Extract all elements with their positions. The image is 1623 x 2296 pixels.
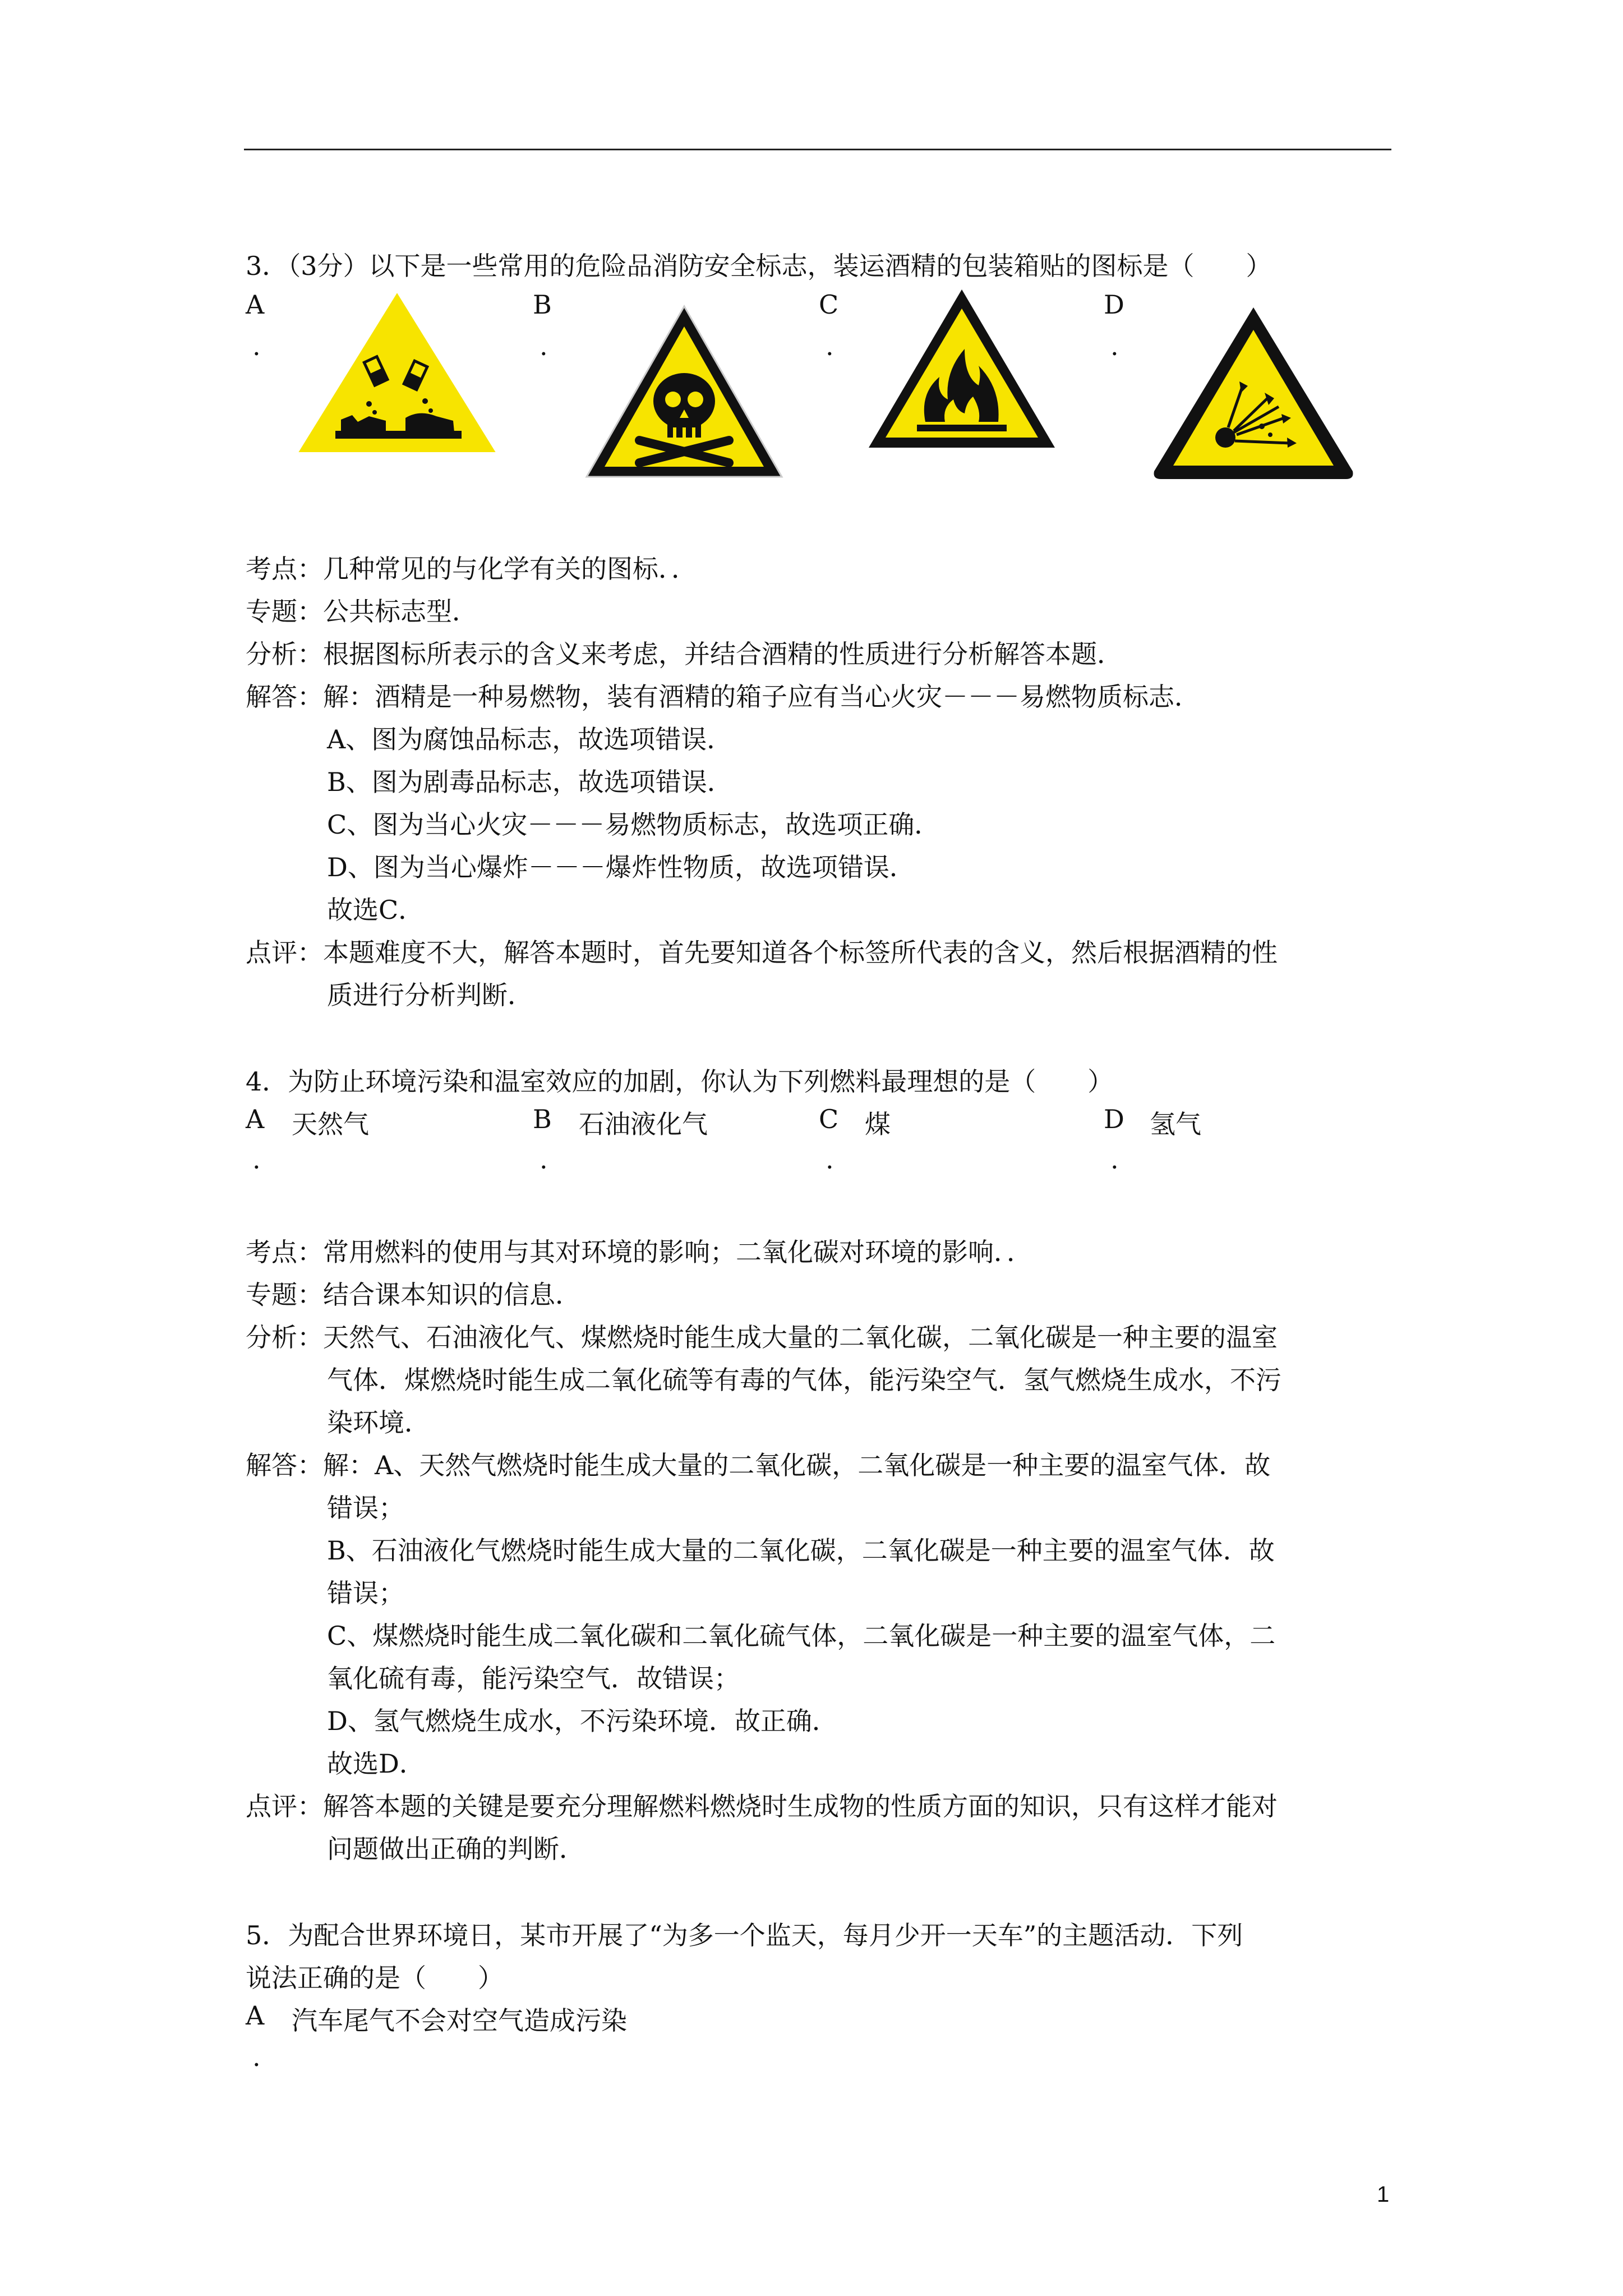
q4-kaodian: 考点：常用燃料的使用与其对环境的影响；二氧化碳对环境的影响．． bbox=[246, 1237, 1032, 1267]
q3-dianping-line-2: 质进行分析判断． bbox=[327, 980, 533, 1010]
q5-stem-line-2: 说法正确的是（ ） bbox=[246, 1963, 504, 1993]
q4-option-d-letter: D bbox=[1104, 1104, 1124, 1134]
q3-zhuanti: 专题：公共标志型． bbox=[246, 596, 478, 627]
explosive-warning-sign-icon bbox=[1150, 303, 1357, 482]
q4-fenxi-line-1: 分析：天然气、石油液化气、煤燃烧时能生成大量的二氧化碳，二氧化碳是一种主要的温室 bbox=[246, 1322, 1278, 1352]
q4-dianping-line-2: 问题做出正确的判断． bbox=[327, 1834, 585, 1864]
q4-option-b-text: 石油液化气 bbox=[579, 1109, 708, 1139]
q4-jieda-line-1: 解答：解：A、天然气燃烧时能生成大量的二氧化碳，二氧化碳是一种主要的温室气体．故 bbox=[246, 1450, 1271, 1480]
q3-jieda-line-2: A、图为腐蚀品标志，故选项错误． bbox=[327, 724, 733, 754]
q3-stem: 3．（3分）以下是一些常用的危险品消防安全标志，装运酒精的包装箱贴的图标是（ ） bbox=[246, 251, 1272, 281]
q3-option-a-dot: . bbox=[252, 331, 261, 361]
q4-stem: 4．为防止环境污染和温室效应的加剧，你认为下列燃料最理想的是（ ） bbox=[246, 1066, 1114, 1097]
q4-zhuanti: 专题：结合课本知识的信息． bbox=[246, 1280, 581, 1310]
q3-option-c-letter: C bbox=[819, 289, 839, 320]
q3-option-a-letter: A bbox=[246, 289, 265, 320]
q3-jieda-line-5: D、图为当心爆炸－－－爆炸性物质，故选项错误． bbox=[327, 852, 915, 882]
q3-jieda-line-4: C、图为当心火灾－－－易燃物质标志，故选项正确． bbox=[327, 809, 940, 840]
corrosive-warning-sign-icon bbox=[296, 292, 498, 454]
q4-jieda-line-6: 氧化硫有毒，能污染空气．故错误； bbox=[327, 1663, 740, 1694]
q3-option-d-dot: . bbox=[1110, 331, 1119, 361]
q4-jieda-line-7: D、氢气燃烧生成水，不污染环境．故正确． bbox=[327, 1706, 838, 1736]
q4-jieda-line-2: 错误； bbox=[327, 1493, 404, 1523]
q4-option-d-text: 氢气 bbox=[1150, 1109, 1201, 1139]
q4-option-b-letter: B bbox=[533, 1104, 552, 1134]
q3-jieda-line-3: B、图为剧毒品标志，故选项错误． bbox=[327, 767, 733, 797]
q4-option-b-dot: . bbox=[540, 1144, 548, 1175]
q4-option-c-text: 煤 bbox=[865, 1109, 891, 1139]
q4-fenxi-line-3: 染环境． bbox=[327, 1407, 430, 1438]
q5-stem-line-1: 5．为配合世界环境日，某市开展了“为多一个监天，每月少开一天车”的主题活动．下列 bbox=[246, 1920, 1243, 1950]
q4-dianping-line-1: 点评：解答本题的关键是要充分理解燃料燃烧时生成物的性质方面的知识，只有这样才能对 bbox=[246, 1791, 1278, 1821]
q3-dianping-line-1: 点评：本题难度不大，解答本题时，首先要知道各个标签所代表的含义，然后根据酒精的性 bbox=[246, 937, 1278, 968]
q3-fenxi: 分析：根据图标所表示的含义来考虑，并结合酒精的性质进行分析解答本题． bbox=[246, 639, 1123, 669]
q4-option-a-text: 天然气 bbox=[292, 1109, 369, 1139]
q4-option-a-letter: A bbox=[246, 1104, 265, 1134]
q3-option-c-dot: . bbox=[826, 331, 834, 361]
q4-option-c-letter: C bbox=[819, 1104, 839, 1134]
q3-kaodian: 考点：几种常见的与化学有关的图标．． bbox=[246, 554, 697, 584]
q3-jieda-line-1: 解答：解：酒精是一种易燃物，装有酒精的箱子应有当心火灾－－－易燃物质标志． bbox=[246, 682, 1200, 712]
q4-option-d-dot: . bbox=[1110, 1144, 1119, 1175]
q5-option-a-text: 汽车尾气不会对空气造成污染 bbox=[292, 2005, 627, 2036]
q4-jieda-line-5: C、煤燃烧时能生成二氧化碳和二氧化硫气体，二氧化碳是一种主要的温室气体，二 bbox=[327, 1621, 1276, 1651]
header-rule bbox=[244, 149, 1391, 150]
q3-option-d-letter: D bbox=[1104, 289, 1124, 320]
page-number: 1 bbox=[1377, 2182, 1390, 2207]
q4-option-a-dot: . bbox=[252, 1144, 261, 1175]
q4-option-c-dot: . bbox=[826, 1144, 834, 1175]
q4-jieda-line-4: 错误； bbox=[327, 1578, 404, 1608]
flammable-fire-warning-sign-icon bbox=[866, 287, 1057, 450]
toxic-skull-warning-sign-icon bbox=[583, 303, 785, 480]
q4-jieda-line-8: 故选D． bbox=[327, 1749, 425, 1779]
q5-option-a-dot: . bbox=[252, 2042, 261, 2072]
q4-fenxi-line-2: 气体．煤燃烧时能生成二氧化硫等有毒的气体，能污染空气．氢气燃烧生成水，不污 bbox=[327, 1365, 1281, 1395]
q3-jieda-line-6: 故选C． bbox=[327, 895, 425, 925]
q3-option-b-dot: . bbox=[540, 331, 548, 361]
q3-option-b-letter: B bbox=[533, 289, 552, 320]
q5-option-a-letter: A bbox=[246, 2000, 265, 2031]
q4-jieda-line-3: B、石油液化气燃烧时能生成大量的二氧化碳，二氧化碳是一种主要的温室气体．故 bbox=[327, 1535, 1275, 1566]
